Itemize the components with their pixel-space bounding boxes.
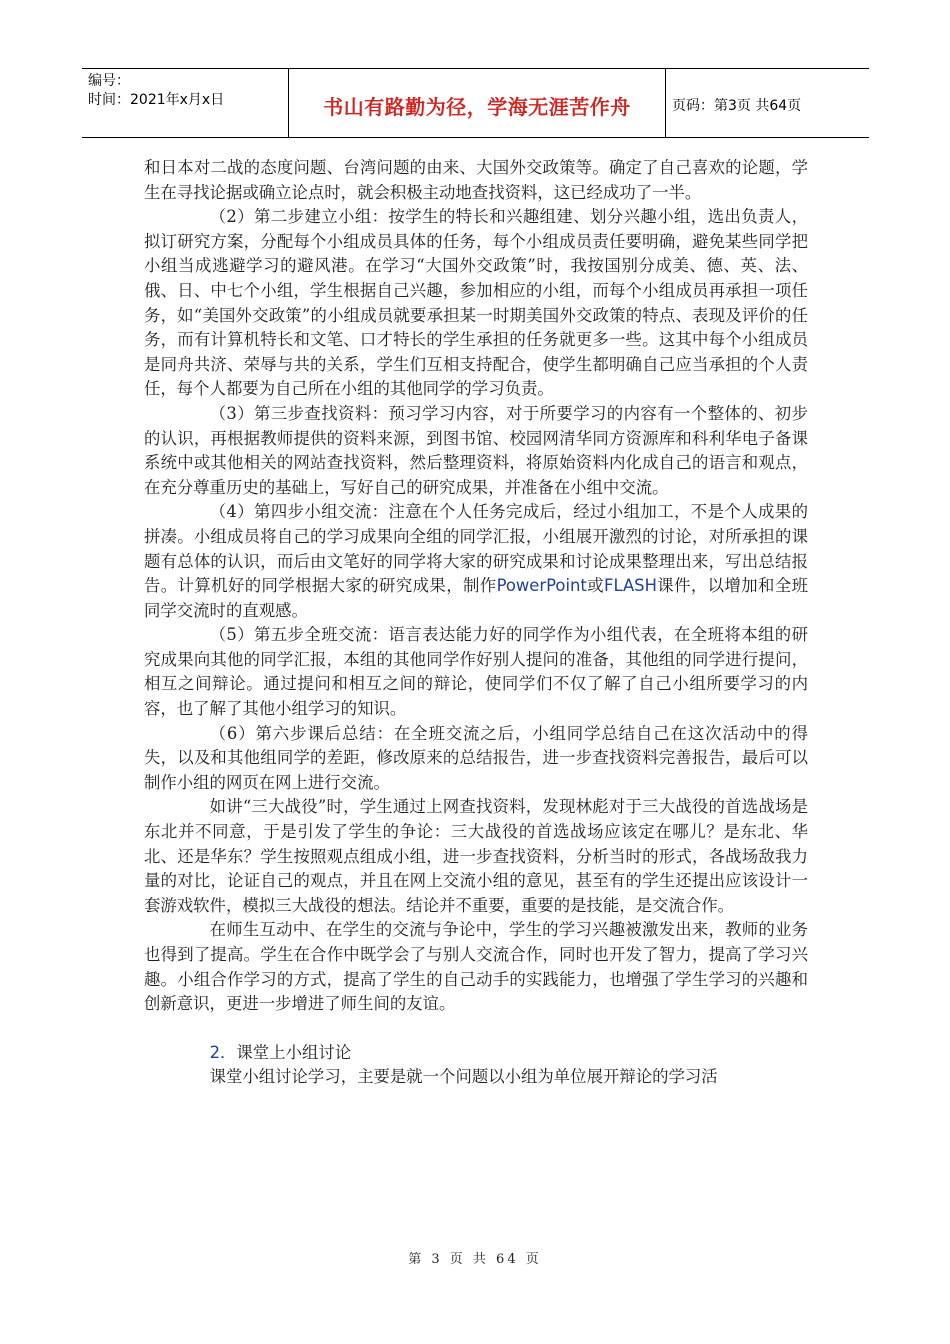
step-4-end: 课件，以增加和全班同学交流时的直观感。: [144, 576, 809, 620]
section-heading: [144, 1041, 808, 1066]
paragraph-step-6: （6）第六步课后总结：在全班交流之后，小组同学总结自己在这次活动中的得失，以及和其他组同学的差距，修改原来的总结报告，进一步查找资料完善报告，最后可以制作小组的网页在网上进行交流。: [144, 723, 808, 792]
paragraph-continuation: 和日本对二战的态度问题、台湾问题的由来、大国外交政策等。确定了自己喜欢的论题，学生在寻找论据或确立论点时，就会积极主动地查找资料，这已经成功了一半。: [144, 158, 808, 202]
header-page-label: 页码：第3页 共64页: [672, 98, 802, 114]
paragraph-example: 如讲“三大战役”时，学生通过上网查找资料，发现林彪对于三大战役的首选战场是东北并不同意，于是引发了学生的争论：三大战役的首选战场应该定在哪儿？是东北、华北、还是华东？学生按照观点组成小组，进一步查找资料，分析当时的形式，各战场敌我力量的对比，论证自己的观点，并且在网上交流小组的意见，甚至有的学生还提出应该设计一套游戏软件，模拟三大战役的想法。结论并不重要，重要的是技能，是交流合作。: [144, 797, 808, 915]
header-meta: [82, 69, 289, 137]
paragraph-step-5: （5）第五步全班交流：语言表达能力好的同学作为小组代表，在全班将本组的研究成果向其他的同学汇报，本组的其他同学作好别人提问的准备，其他组的同学进行提问，相互之间辩论。通过提问和相互之间的辩论，使同学们不仅了解了自己小组所要学习的内容，也了解了其他小组学习的知识。: [144, 625, 808, 719]
header-motto: 书山有路勤为径，学海无涯苦作舟: [289, 69, 666, 137]
section-number: 2．: [209, 1042, 237, 1062]
paragraph-summary: 在师生互动中、在学生的交流与争论中，学生的学习兴趣被激发出来，教师的业务也得到了提高。学生在合作中既学会了与别人交流合作，同时也开发了智力，提高了学习兴趣。小组合作学习的方式，提高了学生的自己动手的实践能力，也增强了学生学习的兴趣和创新意识，更进一步增进了师生间的友谊。: [144, 920, 808, 1014]
section-first-line: 课堂小组讨论学习，主要是就一个问题以小组为单位展开辩论的学习活: [209, 1067, 718, 1087]
paragraph-step-3: （3）第三步查找资料：预习学习内容，对于所要学习的内容有一个整体的、初步的认识，再根据教师提供的资料来源，到图书馆、校园网清华同方资源库和科利华电子备课系统中或其他相关的网站查找资料，然后整理资料，将原始资料内化成自己的语言和观点，在充分尊重历史的基础上，写好自己的研究成果，并准备在小组中交流。: [144, 403, 808, 497]
document-body: [144, 156, 808, 1090]
paragraph-step-2: （2）第二步建立小组：按学生的特长和兴趣组建、划分兴趣小组，选出负责人，拟订研究方案，分配每个小组成员具体的任务，每个小组成员责任要明确，避免某些同学把小组当成逃避学习的避风港。在学习“大国外交政策”时，我按国别分成美、德、英、法、俄、日、中七个小组，学生根据自己兴趣，参加相应的小组，而每个小组成员再承担一项任务，如“美国外交政策”的小组成员就要承担某一时期美国外交政策的特点、表现及评价的任务，而有计算机特长和文笔、口才特长的学生承担的任务就更多一些。这其中每个小组成员是同舟共济、荣辱与共的关系，学生们互相支持配合，使学生都明确自己应当承担的个人责任，每个人都要为自己所在小组的其他同学的学习负责。: [144, 207, 808, 399]
page-footer: 第 3 页 共 64 页: [408, 1252, 542, 1267]
flash-term: FLASH: [604, 576, 657, 596]
section-title: 课堂上小组讨论: [236, 1042, 352, 1062]
page-header: [82, 68, 869, 138]
header-date-label: 时间：2021年x月x日: [88, 92, 225, 108]
step-4-text: （4）第四步小组交流：注意在个人任务完成后，经过小组加工，不是个人成果的拼凑。小组成员将自己的学习成果向全组的同学汇报，小组展开激烈的讨论，对所承担的课题有总体的认识，而后由文笔好的同学将大家的研究成果和讨论成果整理出来，写出总结报告。计算机好的同学根据大家的研究成果，制作: [144, 502, 808, 596]
spacer: [144, 1017, 808, 1041]
powerpoint-term: PowerPoint: [496, 576, 587, 596]
paragraph-step-4: [144, 500, 808, 623]
header-number-label: 编号：: [88, 73, 130, 89]
step-4-conj: 或: [586, 576, 605, 596]
